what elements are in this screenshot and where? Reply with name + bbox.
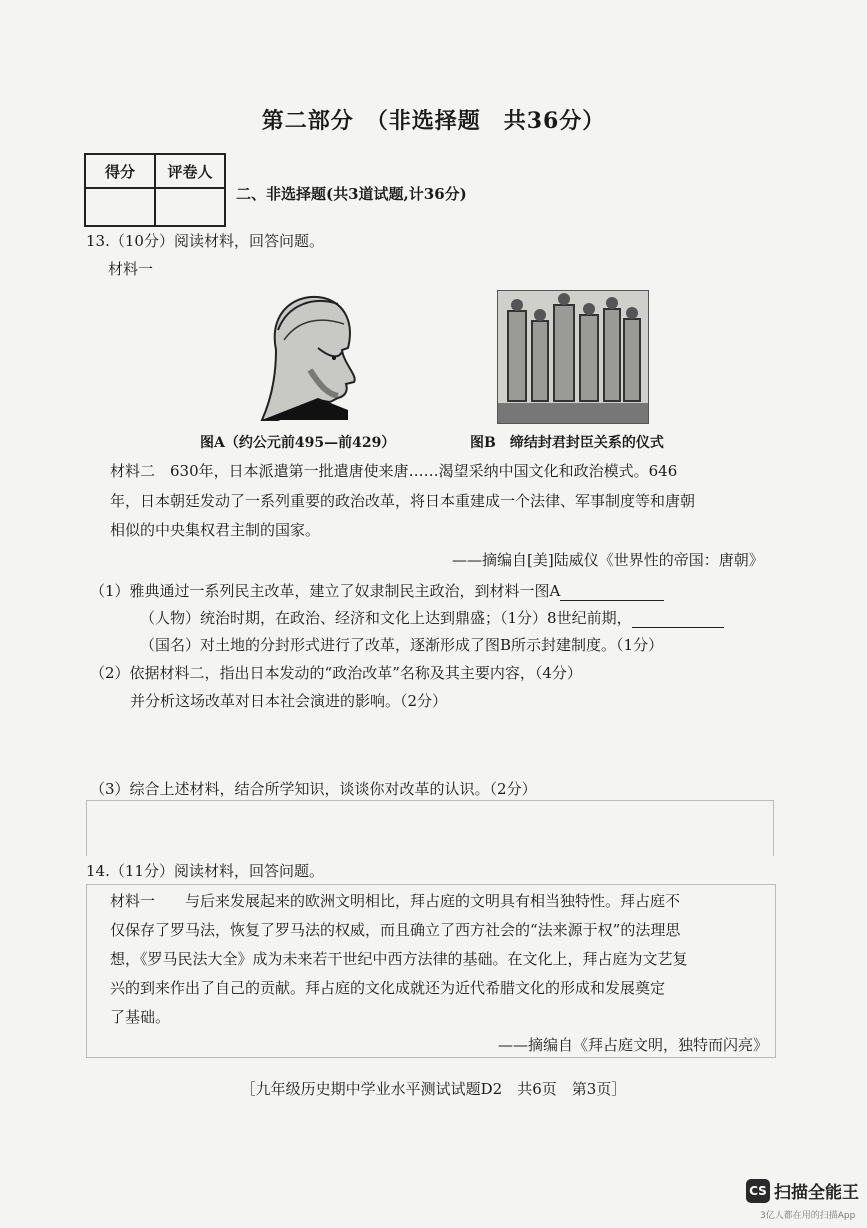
q13-material2-source: ——摘编自[美]陆威仪《世界性的帝国：唐朝》 — [452, 551, 764, 569]
q13-sub3-text: （3）综合上述材料，结合所学知识，谈谈你对改革的认识。（2分） — [90, 780, 537, 798]
q13-sub1-blank-person[interactable] — [560, 600, 664, 601]
q14-material1-line: 材料一 与后来发展起来的欧洲文明相比，拜占庭的文明具有相当独特性。拜占庭不 — [110, 892, 681, 910]
page-footer: ［九年级历史期中学业水平测试试题D2 共6页 第3页］ — [240, 1080, 627, 1098]
page-title: 第二部分 （非选择题 共36分） — [261, 108, 606, 134]
answer-area[interactable] — [86, 800, 774, 856]
score-table — [84, 153, 226, 227]
camscanner-name: 扫描全能王 — [774, 1183, 859, 1203]
q13-sub2-text-a: （2）依据材料二，指出日本发动的“政治改革”名称及其主要内容，（4分） — [90, 664, 582, 682]
figA-caption: 图A（约公元前495—前429） — [200, 435, 396, 451]
grader-cell[interactable] — [155, 188, 225, 226]
camscanner-logo-icon: CS — [746, 1179, 770, 1203]
q14-material1-line: 想，《罗马民法大全》成为未来若干世纪中西方法律的基础。在文化上，拜占庭为文艺复 — [110, 950, 688, 968]
q14-material1-line: 兴的到来作出了自己的贡献。拜占庭的文化成就还为近代希腊文化的形成和发展奠定 — [110, 979, 666, 997]
pericles-bust-image — [258, 290, 366, 422]
q13-material2-line: 相似的中央集权君主制的国家。 — [110, 521, 321, 539]
q13-sub1-blank-country[interactable] — [632, 627, 724, 628]
camscanner-tagline: 3亿人都在用的扫描App — [760, 1211, 856, 1221]
q13-sub1-text-c: （国名）对土地的分封形式进行了改革，逐渐形成了图B所示封建制度。（1分） — [140, 636, 664, 654]
q13-stem: 13.（10分）阅读材料，回答问题。 — [86, 232, 324, 250]
q13-sub1-text-a: （1）雅典通过一系列民主改革，建立了奴隶制民主政治，到材料一图A — [90, 582, 561, 600]
grader-header: 评卷人 — [155, 154, 225, 188]
q13-material2-line: 年，日本朝廷发动了一系列重要的政治改革，将日本重建成一个法律、军事制度等和唐朝 — [110, 492, 696, 510]
figB-caption: 图B 缔结封君封臣关系的仪式 — [470, 435, 664, 451]
score-header: 得分 — [85, 154, 155, 188]
q13-material2-line: 材料二 630年，日本派遣第一批遣唐使来唐……渴望采纳中国文化和政治模式。646 — [110, 462, 678, 480]
q14-stem: 14.（11分）阅读材料，回答问题。 — [86, 862, 324, 880]
q13-sub1-text-b: （人物）统治时期，在政治、经济和文化上达到鼎盛；（1分）8世纪前期， — [140, 609, 632, 627]
q13-material1-label: 材料一 — [108, 260, 154, 278]
score-cell[interactable] — [85, 188, 155, 226]
feudal-ceremony-image — [497, 290, 649, 424]
q14-material1-source: ——摘编自《拜占庭文明，独特而闪亮》 — [498, 1036, 769, 1054]
q13-sub2-text-b: 并分析这场改革对日本社会演进的影响。（2分） — [130, 692, 448, 710]
section-heading: 二、非选择题(共3道试题,计36分) — [236, 185, 467, 203]
q14-material1-line: 了基础。 — [110, 1008, 171, 1026]
q14-material1-line: 仅保存了罗马法，恢复了罗马法的权威，而且确立了西方社会的“法来源于权”的法理思 — [110, 921, 681, 939]
